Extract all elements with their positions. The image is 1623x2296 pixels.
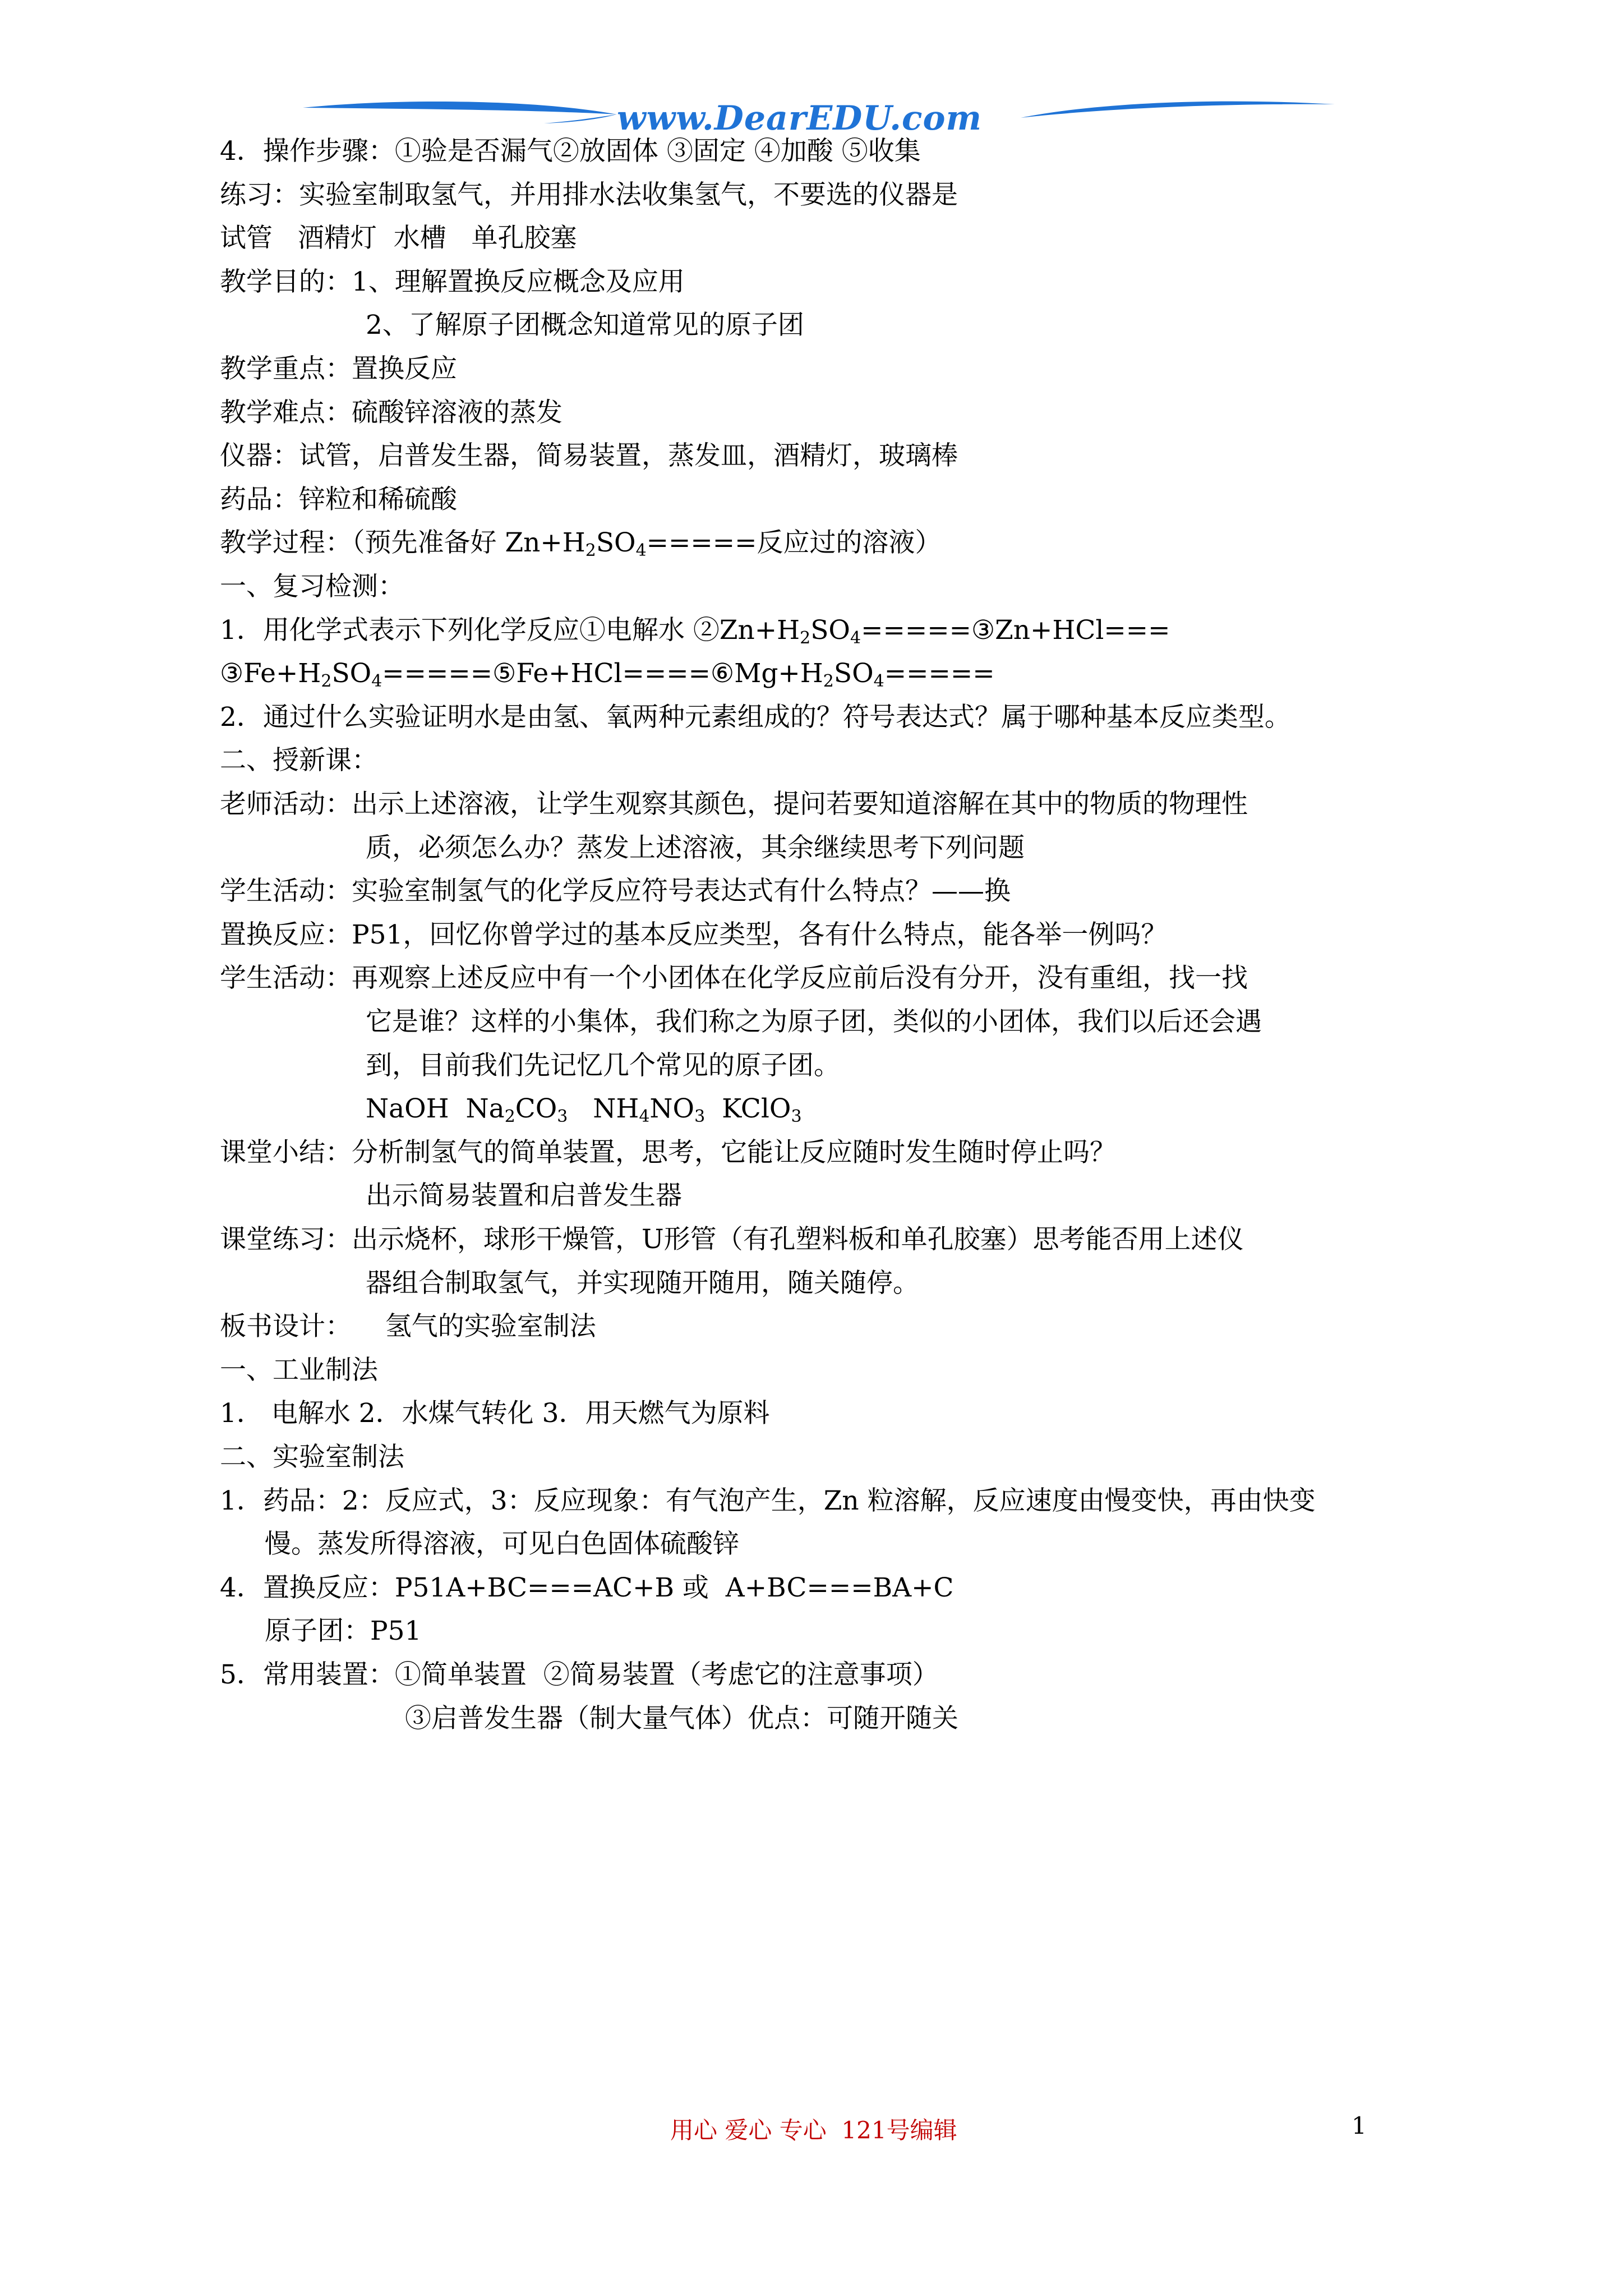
text-run: 试管 酒精灯 水槽 单孔胶塞 [220,223,577,254]
text-run: 慢。蒸发所得溶液，可见白色固体硫酸锌 [265,1529,739,1560]
text-line [220,875,1011,908]
text-line [220,1354,378,1387]
text-line [265,1527,739,1561]
text-line [366,1179,682,1213]
text-run: 课堂练习：出示烧杯，球形干燥管，U形管（有孔塑料板和单孔胶塞）思考能否用上述仪 [220,1224,1244,1255]
text-line [405,1702,958,1736]
text-run: 学生活动：再观察上述反应中有一个小团体在化学反应前后没有分开，没有重组，找一找 [220,963,1248,994]
text-line [220,1484,1316,1518]
text-run: 仪器：试管，启普发生器，简易装置，蒸发皿，酒精灯，玻璃棒 [220,440,958,472]
text-line [220,483,457,517]
text-line [220,1397,770,1430]
text-run: 教学目的：1、理解置换反应概念及应用 [220,266,685,297]
text-run: 出示简易装置和启普发生器 [366,1180,682,1212]
text-run: NaOH Na [366,1093,505,1125]
text-run: KClO [705,1093,791,1125]
text-run: ③启普发生器（制大量气体）优点：可随开随关 [405,1703,958,1734]
text-run: CO [515,1093,557,1125]
text-line [220,1136,1116,1170]
text-line [220,178,958,212]
subscript: 4 [873,671,884,692]
subscript: 4 [635,541,647,561]
subscript: 2 [504,1107,515,1127]
text-line [220,1441,404,1474]
subscript: 2 [321,671,332,692]
text-line [220,526,942,560]
text-run: 1． 电解水 2．水煤气转化 3．用天燃气为原料 [220,1398,770,1429]
text-run: SO [833,658,874,689]
text-line [220,1571,953,1605]
subscript: 3 [557,1107,568,1127]
site-name: www.DearEDU.com [617,99,983,138]
subscript: 2 [823,671,834,692]
subscript: 2 [585,541,596,561]
subscript: 4 [639,1107,650,1127]
text-line [366,1049,840,1083]
page-number: 1 [1352,2112,1367,2139]
text-run: 板书设计： 氢气的实验室制法 [220,1311,596,1342]
text-run: 置换反应：P51，回忆你曾学过的基本反应类型，各有什么特点，能各举一例吗？ [220,919,1168,950]
text-run: NO [649,1093,695,1125]
text-line [220,265,685,299]
text-run: 4．置换反应：P51A+BC===AC+B 或 A+BC===BA+C [220,1572,954,1603]
subscript: 3 [791,1107,802,1127]
text-line [220,352,457,386]
text-run: 质，必须怎么办？蒸发上述溶液，其余继续思考下列问题 [366,832,1025,863]
text-run: =====③Zn+HCl=== [861,614,1170,646]
text-run: 学生活动：实验室制氢气的化学反应符号表达式有什么特点？——换 [220,876,1011,907]
text-line [220,744,378,777]
text-line [220,1658,939,1692]
text-run: ===== [884,658,995,689]
text-run: 课堂小结：分析制氢气的简单装置，思考，它能让反应随时发生随时停止吗？ [220,1137,1116,1168]
text-run: SO [596,527,636,559]
text-line [265,1614,421,1648]
text-line [220,614,1170,647]
text-line [220,396,562,430]
text-line [220,135,921,168]
text-run: SO [331,658,372,689]
subscript: 2 [800,628,811,648]
text-run: =====⑤Fe+HCl====⑥Mg+H [382,658,823,689]
text-line [220,788,1248,821]
text-run: 5．常用装置：①简单装置 ②简易装置（考虑它的注意事项） [220,1659,939,1690]
text-run: 原子团：P51 [265,1616,422,1647]
text-run: 教学过程：（预先准备好 Zn+H [220,527,585,559]
text-run: 练习：实验室制取氢气，并用排水法收集氢气，不要选的仪器是 [220,179,958,210]
text-line [220,961,1248,995]
text-run: 器组合制取氢气，并实现随开随用，随关随停。 [366,1267,919,1299]
subscript: 4 [371,671,382,692]
footer-text: 用心 爱心 专心 121号编辑 [670,2116,957,2144]
text-line [366,309,804,342]
text-line [220,222,577,255]
text-run: 2、了解原子团概念知道常见的原子团 [366,310,804,341]
text-run: 药品：锌粒和稀硫酸 [220,484,457,515]
text-line [220,701,1291,734]
text-line [220,439,958,473]
text-run: 1．用化学式表示下列化学反应①电解水 ②Zn+H [220,614,800,646]
text-run: 一、复习检测： [220,571,404,602]
text-run: SO [810,614,850,646]
text-line [366,1005,1262,1039]
text-line [366,1267,919,1300]
text-run: 教学重点：置换反应 [220,353,457,384]
text-line [220,657,995,691]
text-run: =====反应过的溶液） [646,527,942,559]
text-line [220,1223,1244,1257]
text-run: NH [568,1093,639,1125]
text-line [220,570,404,604]
text-run: 一、工业制法 [220,1354,378,1386]
text-run: 它是谁？这样的小集体，我们称之为原子团，类似的小团体，我们以后还会遇 [366,1006,1262,1037]
text-run: 教学难点：硫酸锌溶液的蒸发 [220,397,562,428]
subscript: 4 [850,628,861,648]
text-run: 4．操作步骤：①验是否漏气②放固体 ③固定 ④加酸 ⑤收集 [220,136,921,167]
text-line [220,918,1167,952]
text-run: 1．药品：2：反应式，3：反应现象：有气泡产生，Zn 粒溶解，反应速度由慢变快，再由快变 [220,1485,1316,1516]
text-run: 二、授新课： [220,745,378,776]
text-line [366,831,1025,865]
text-line [220,1310,596,1343]
subscript: 3 [694,1107,706,1127]
text-run: 二、实验室制法 [220,1442,404,1473]
text-line [366,1092,802,1126]
text-run: ③Fe+H [220,658,321,689]
text-run: 到，目前我们先记忆几个常见的原子团。 [366,1050,840,1081]
text-run: 老师活动：出示上述溶液，让学生观察其颜色，提问若要知道溶解在其中的物质的物理性 [220,789,1248,820]
text-run: 2．通过什么实验证明水是由氢、氧两种元素组成的？符号表达式？属于哪种基本反应类型。 [220,701,1291,733]
